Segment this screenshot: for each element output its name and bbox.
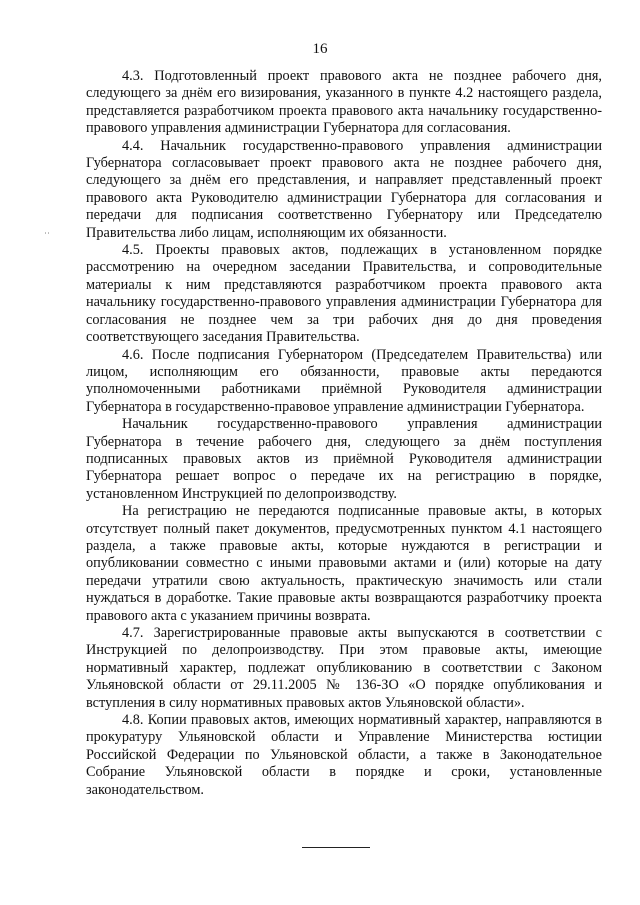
- end-separator-line: [302, 847, 370, 848]
- paragraph-4-6: 4.6. После подписания Губернатором (Председателем Правительства) или лицом, исполняющим его обязанности, правовые акты передаются уполномоченными работниками приёмной Руководителя администрации Губернатора в государственно-правовое управление администрации Губернатора.: [86, 346, 602, 415]
- margin-mark: ˙˙: [44, 231, 50, 241]
- paragraph-4-3: 4.3. Подготовленный проект правового акта не позднее рабочего дня, следующего за днём его визирования, указанного в пункте 4.2 настоящего раздела, представляется разработчиком проекта правового акта начальнику государственно-правового управления администрации Губернатора для согласования.: [86, 68, 602, 137]
- paragraph-4-6-registration-rules: На регистрацию не передаются подписанные правовые акты, в которых отсутствует полный пакет документов, предусмотренных пунктом 4.1 настоящего раздела, а также правовые акты, которые нуждаются в регистрации и опубликовании совместно с иными правовыми актами и (или) которые на дату передачи утратили свою актуальность, практическую значимость или стали нуждаться в доработке. Такие правовые акты возвращаются разработчику проекта правового акта с указанием причины возврата.: [86, 503, 602, 624]
- paragraph-4-5: 4.5. Проекты правовых актов, подлежащих в установленном порядке рассмотрению на очередном заседании Правительства, и сопроводительные материалы к ним представляются разработчиком проекта правового акта начальнику государственно-правового управления администрации Губернатора для согласования не позднее чем за три рабочих дня до дня проведения соответствующего заседания Правительства.: [86, 242, 602, 346]
- paragraph-4-8: 4.8. Копии правовых актов, имеющих нормативный характер, направляются в прокуратуру Ульяновской области и Управление Министерства юстиции Российской Федерации по Ульяновской области, а также в Законодательное Собрание Ульяновской области в порядке и сроки, установленные законодательством.: [86, 712, 602, 798]
- page-number: 16: [312, 41, 328, 57]
- document-body: [86, 68, 602, 799]
- paragraph-4-4: 4.4. Начальник государственно-правового управления администрации Губернатора согласовывает проект правового акта не позднее рабочего дня, следующего за днём его представления, и направляет представленный проект правового акта Руководителю администрации Губернатора для согласования и передачи для подписания соответственно Губернатору или Председателю Правительства либо лицам, исполняющим их обязанности.: [86, 137, 602, 241]
- paragraph-4-6-head-of-department: Начальник государственно-правового управления администрации Губернатора в течение рабочего дня, следующего за днём поступления подписанных правовых актов из приёмной Руководителя администрации Губернатора решает вопрос о передаче их на регистрацию в порядке, установленном Инструкцией по делопроизводству.: [86, 416, 602, 502]
- paragraph-4-7: 4.7. Зарегистрированные правовые акты выпускаются в соответствии с Инструкцией по делопроизводству. При этом правовые акты, имеющие нормативный характер, подлежат опубликованию в соответствии с Законом Ульяновской области от 29.11.2005 № 136-ЗО «О порядке опубликования и вступления в силу нормативных правовых актов Ульяновской области».: [86, 625, 602, 711]
